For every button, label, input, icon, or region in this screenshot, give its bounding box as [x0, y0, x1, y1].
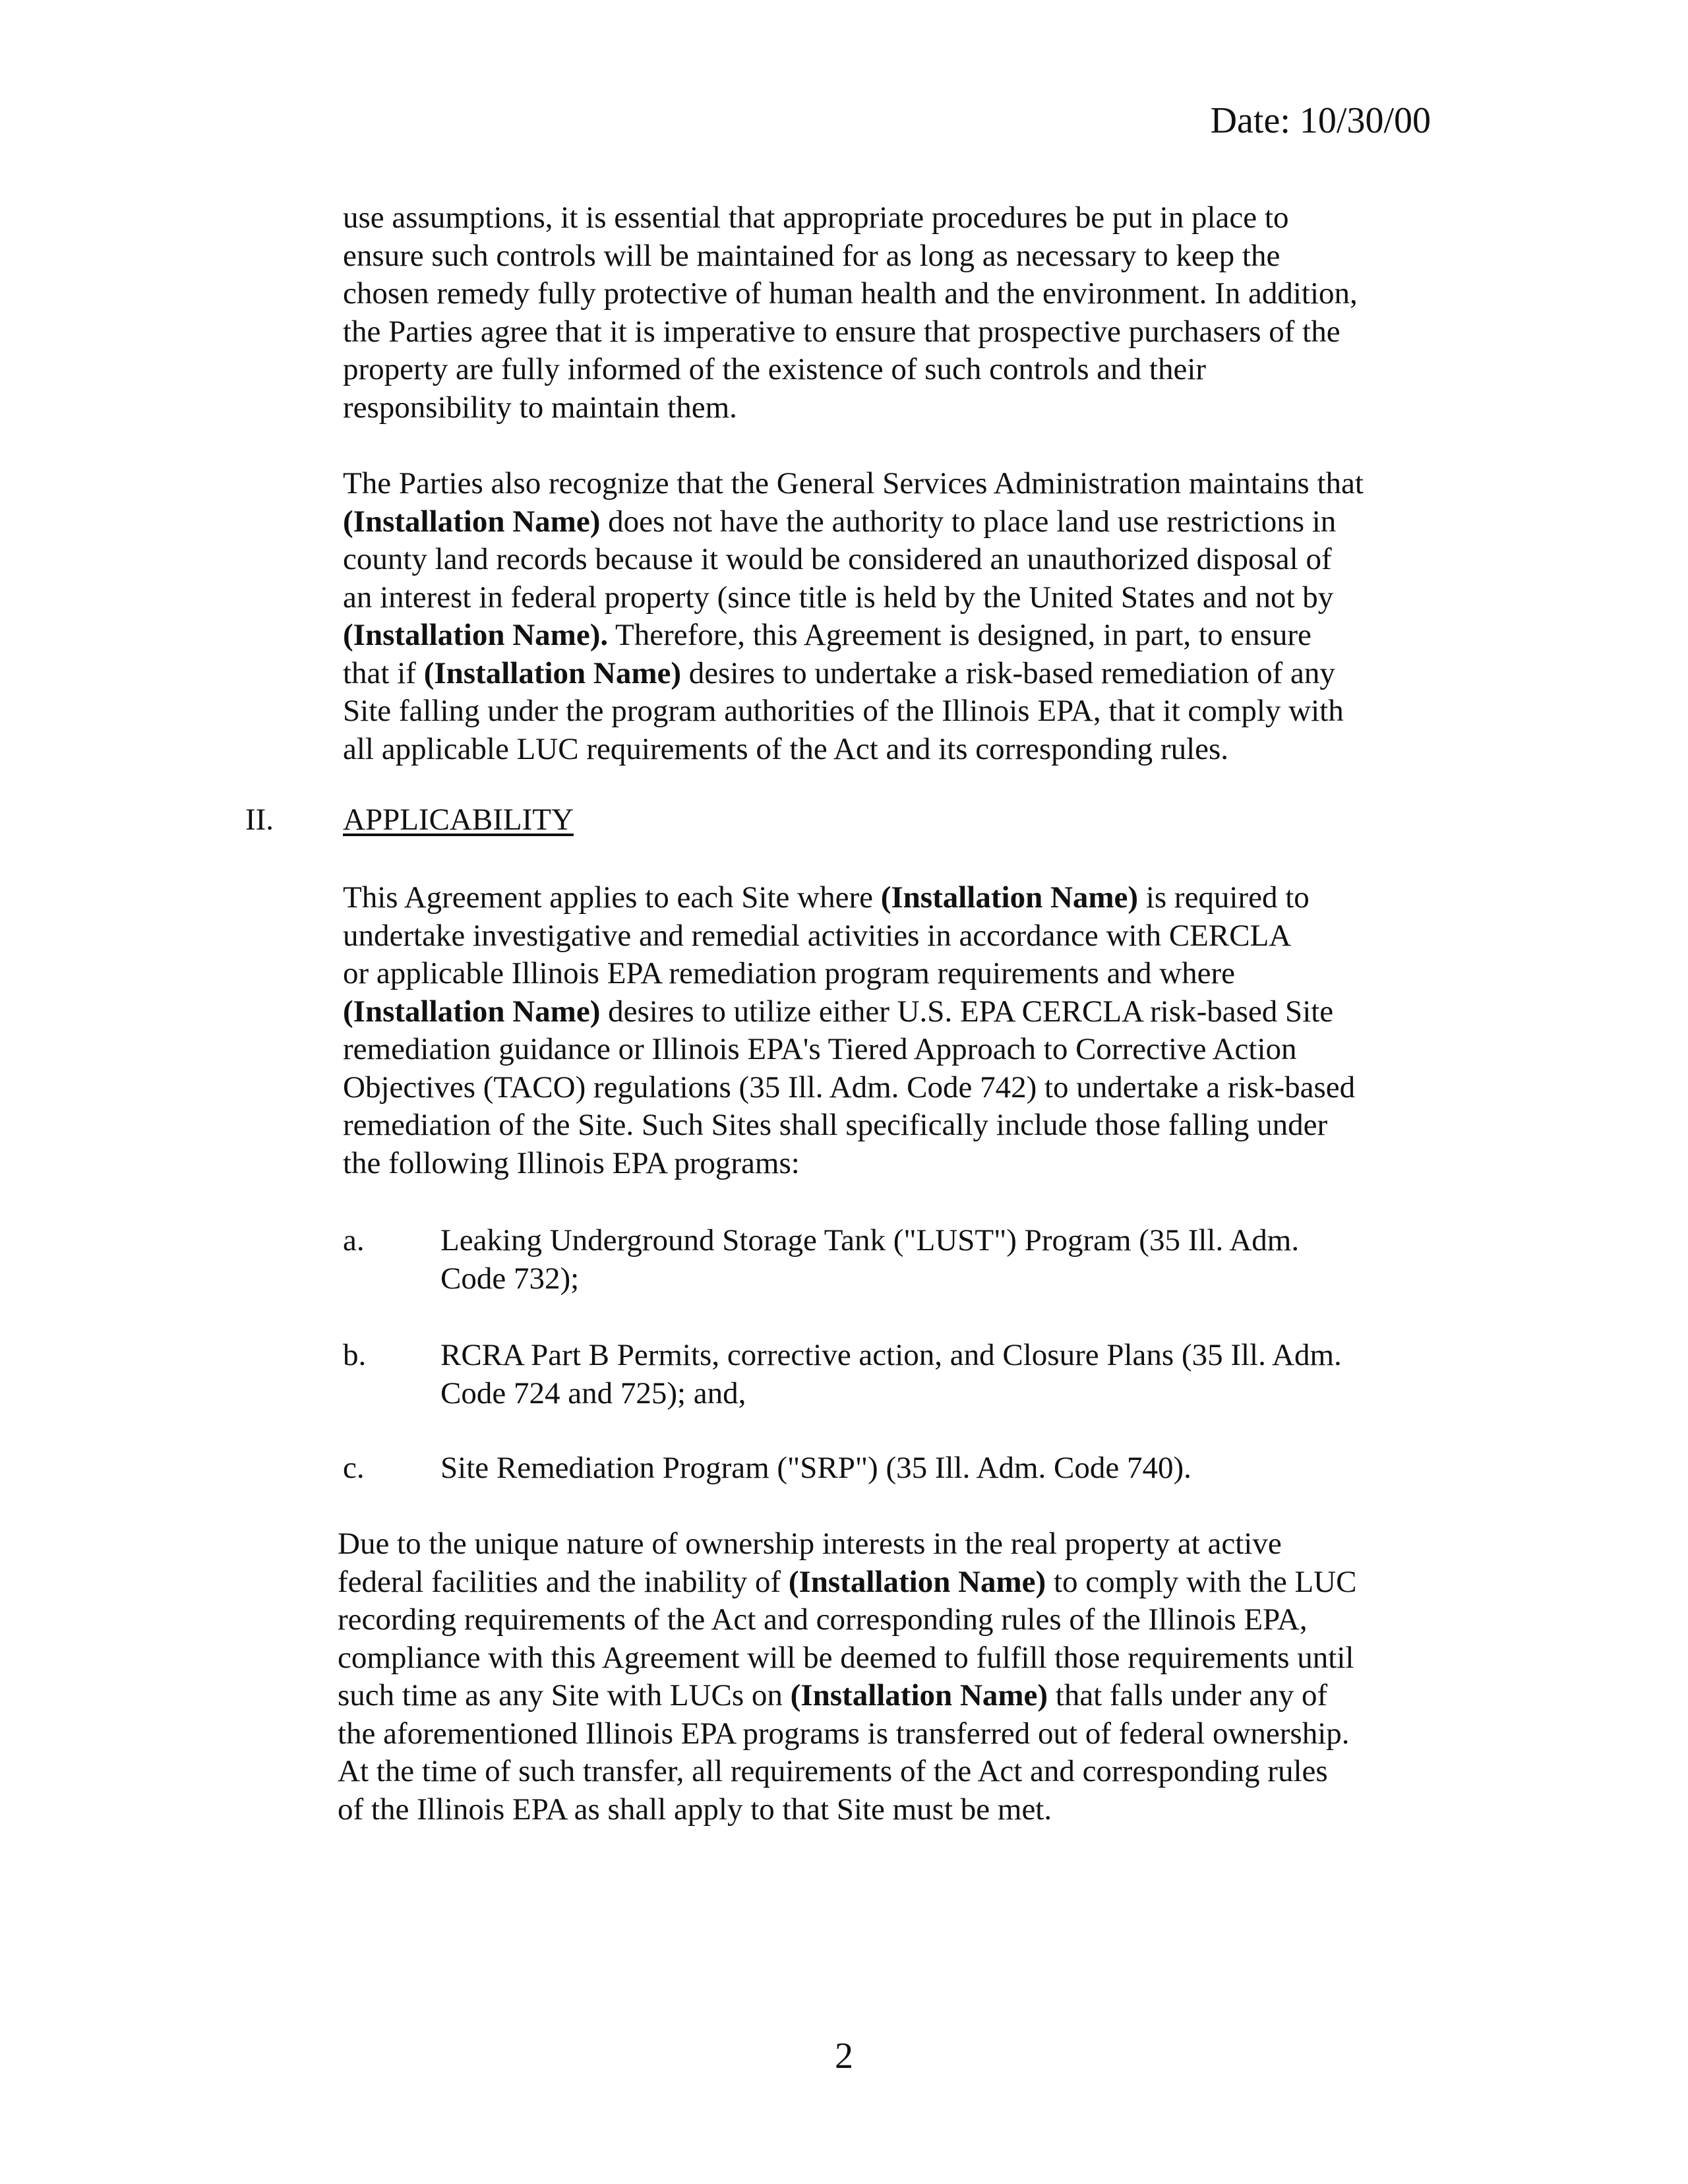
- installation-name: (Installation Name).: [343, 618, 609, 652]
- paragraph-line: recording requirements of the Act and corresponding rules of the Illinois EPA,: [338, 1602, 1308, 1637]
- line-text: to comply with the LUC: [1046, 1564, 1357, 1599]
- section-number: II.: [245, 803, 274, 837]
- paragraph-line: use assumptions, it is essential that appropriate procedures be put in place to: [343, 200, 1289, 235]
- paragraph-line: At the time of such transfer, all requirements of the Act and corresponding rules: [338, 1754, 1328, 1788]
- paragraph-line: all applicable LUC requirements of the Act and its corresponding rules.: [343, 731, 1229, 766]
- program-item-text: [440, 1449, 1430, 1488]
- line-text: is required to: [1138, 880, 1310, 915]
- paragraph-line: the aforementioned Illinois EPA programs is transferred out of federal ownership.: [338, 1716, 1350, 1751]
- paragraph-line: the Parties agree that it is imperative to ensure that prospective purchasers of the: [343, 314, 1341, 349]
- paragraph-line: chosen remedy fully protective of human health and the environment. In addition,: [343, 276, 1358, 311]
- program-item-label: c.: [343, 1451, 365, 1485]
- paragraph-line: ensure such controls will be maintained for as long as necessary to keep the: [343, 238, 1281, 273]
- program-item-text: [440, 1222, 1430, 1298]
- line-text: This Agreement applies to each Site where: [343, 880, 881, 915]
- page-number: 2: [835, 2036, 853, 2077]
- installation-name: (Installation Name): [423, 655, 682, 690]
- paragraph-line: an interest in federal property (since title is held by the United States and not by: [343, 580, 1334, 615]
- line-text: does not have the authority to place land use restrictions in: [600, 504, 1337, 539]
- paragraph-line: [343, 617, 1431, 655]
- line-text: federal facilities and the inability of: [338, 1564, 789, 1599]
- installation-name: (Installation Name): [880, 880, 1139, 915]
- paragraph-line: responsibility to maintain them.: [343, 390, 737, 425]
- item-line: Code 724 and 725); and,: [440, 1376, 746, 1410]
- paragraph-line: [343, 993, 1431, 1031]
- line-text: such time as any Site with LUCs on: [338, 1678, 791, 1713]
- paragraph-line: property are fully informed of the existence of such controls and their: [343, 352, 1207, 386]
- installation-name: (Installation Name): [788, 1564, 1046, 1599]
- gsa-paragraph: [343, 465, 1431, 768]
- installation-name: (Installation Name): [790, 1678, 1048, 1713]
- line-text: that falls under any of: [1048, 1678, 1328, 1713]
- paragraph-line: [343, 655, 1431, 693]
- item-line: Code 732);: [440, 1261, 580, 1296]
- program-item-label: b.: [343, 1338, 367, 1372]
- paragraph-line: The Parties also recognize that the General Services Administration maintains that: [343, 466, 1364, 501]
- program-item-text: [440, 1337, 1430, 1412]
- paragraph-line: of the Illinois EPA as shall apply to that Site must be met.: [338, 1792, 1052, 1827]
- section-title: APPLICABILITY: [343, 803, 574, 837]
- paragraph-line: remediation of the Site. Such Sites shall specifically include those falling under: [343, 1108, 1328, 1142]
- paragraph-line: Site falling under the program authorities of the Illinois EPA, that it comply with: [343, 694, 1344, 728]
- intro-paragraph: [343, 199, 1431, 427]
- paragraph-line: county land records because it would be considered an unauthorized disposal of: [343, 542, 1332, 576]
- paragraph-line: the following Illinois EPA programs:: [343, 1145, 800, 1180]
- line-text: desires to undertake a risk-based remediation of any: [681, 655, 1335, 690]
- applicability-paragraph: [343, 879, 1431, 1182]
- paragraph-line: Due to the unique nature of ownership interests in the real property at active: [338, 1527, 1282, 1561]
- item-line: Leaking Underground Storage Tank ("LUST") Program (35 Ill. Adm.: [440, 1223, 1300, 1258]
- installation-name: (Installation Name): [343, 504, 601, 539]
- paragraph-line: remediation guidance or Illinois EPA's Tiered Approach to Corrective Action: [343, 1032, 1297, 1066]
- paragraph-line: [343, 503, 1431, 541]
- line-text: desires to utilize either U.S. EPA CERCLA risk-based Site: [600, 994, 1334, 1029]
- line-text: that if: [343, 655, 424, 690]
- program-item-label: a.: [343, 1223, 365, 1258]
- document-date: Date: 10/30/00: [1210, 100, 1431, 141]
- paragraph-line: [343, 879, 1431, 917]
- item-line: RCRA Part B Permits, corrective action, and Closure Plans (35 Ill. Adm.: [440, 1338, 1342, 1372]
- line-text: Therefore, this Agreement is designed, in part, to ensure: [608, 618, 1311, 652]
- paragraph-line: [338, 1677, 1426, 1715]
- paragraph-line: or applicable Illinois EPA remediation program requirements and where: [343, 956, 1236, 990]
- paragraph-line: undertake investigative and remedial activities in accordance with CERCLA: [343, 918, 1292, 953]
- item-line: Site Remediation Program ("SRP") (35 Ill. Adm. Code 740).: [440, 1451, 1191, 1485]
- installation-name: (Installation Name): [343, 994, 601, 1029]
- paragraph-line: [338, 1563, 1426, 1602]
- ownership-paragraph: [338, 1525, 1426, 1829]
- paragraph-line: Objectives (TACO) regulations (35 Ill. Adm. Code 742) to undertake a risk-based: [343, 1070, 1356, 1105]
- paragraph-line: compliance with this Agreement will be deemed to fulfill those requirements until: [338, 1640, 1354, 1675]
